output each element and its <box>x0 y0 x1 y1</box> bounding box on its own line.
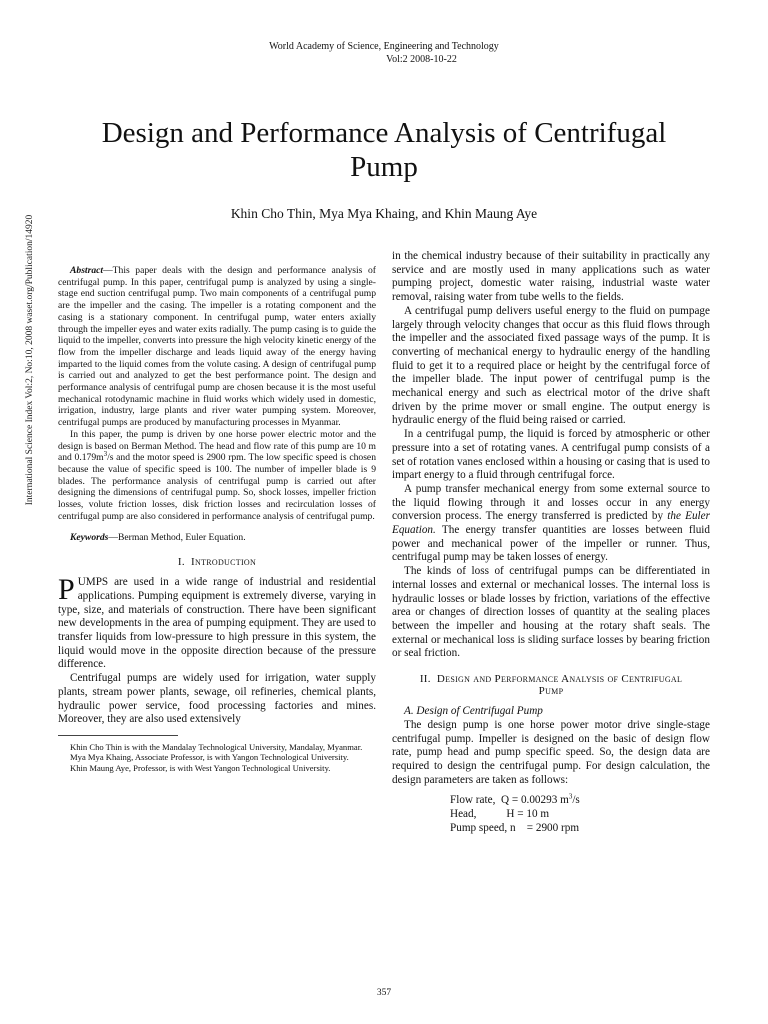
abstract-text-2a: In this paper, the pump is driven by one horse power electric motor and the design is based on Berman Method. The head and flow rate of this pump are 10 m and 0.179m <box>58 428 376 464</box>
right-column <box>392 250 710 835</box>
section-heading-design <box>392 673 710 697</box>
left-column <box>58 265 376 773</box>
footnote-2: Mya Mya Khaing, Associate Professor, is with Yangon Technological University. <box>70 752 349 763</box>
keywords-text: —Berman Method, Euler Equation. <box>108 532 246 544</box>
subsection-heading-a: A. Design of Centrifugal Pump <box>404 705 543 718</box>
drop-cap: P <box>58 573 75 607</box>
journal-volume: Vol:2 2008-10-22 <box>386 54 457 65</box>
intro-paragraph-5 <box>392 483 710 565</box>
param-label: Pump speed, n <box>450 822 516 835</box>
journal-name: World Academy of Science, Engineering and Technology <box>269 41 499 52</box>
abstract <box>58 265 376 522</box>
footnotes <box>58 742 376 773</box>
abstract-label: Abstract <box>70 265 104 276</box>
intro-paragraph-6: The kinds of loss of centrifugal pumps can be differentiated in internal losses and external or mechanical losses. The internal loss is hydraulic losses or blade losses by friction, variations of the effective area or changes of direction losses of quantity at the sealing places between the impeller and housing at the rotary shaft seals. The external or mechanical loss is sliding surface losses by bearing friction or seal friction. <box>392 565 710 660</box>
design-parameters <box>450 793 710 835</box>
param-unit: /s <box>572 794 580 807</box>
cubic-superscript: 3 <box>103 450 108 459</box>
section-heading-introduction <box>58 556 376 568</box>
footnote-3: Khin Maung Aye, Professor, is with West Yangon Technological University. <box>70 762 331 773</box>
abstract-text-1: —This paper deals with the design and performance analysis of centrifugal pump. In this paper, centrifugal pump is analyzed by using a single-stage end suction centrifugal pump. Two main components of a centrifugal pump are the impeller and the casing. The impeller is a rotating component and the casing is a stationary component. In centrifugal pump, water enters axially through the impeller eyes and water exits radially. The pump casing is to guide the liquid to the impeller, converts into pressure the high velocity kinetic energy of the flow from the impeller discharge and leads liquid away of the energy having imparted to the liquid comes from the volute casing. A design of centrifugal pump is carried out and analyzed to get the best performance point. The design and performance analysis of centrifugal pump are chosen because it is the most useful mechanical rotodynamic machine in fluid works which widely used in domestic, irrigation, industry, large plants and river water pumping system. Moreover, centrifugal pumps are produced by manufacturing processes in Myanmar. <box>58 265 376 429</box>
intro-paragraph-4: In a centrifugal pump, the liquid is forced by atmospheric or other pressure into a set of rotating vanes. A centrifugal pump consists of a set of rotation vanes enclosed within a housing or casing that is used to impart energy to a fluid through centrifugal force. <box>392 428 710 482</box>
param-value: Q = 0.00293 m <box>500 794 569 807</box>
page-number: 357 <box>376 988 392 998</box>
section-title-line2: Pump <box>538 685 564 698</box>
param-label: Head, <box>450 808 477 821</box>
param-pump-speed <box>450 821 710 835</box>
section-title: Introduction <box>191 556 257 569</box>
abstract-paragraph-2 <box>58 429 376 523</box>
section-number: I. <box>177 556 185 569</box>
sidebar-citation: International Science Index Vol:2, No:10, 2008 waset.org/Publication/14920 <box>25 214 35 506</box>
introduction-body <box>58 573 376 727</box>
param-value: H = 10 m <box>506 808 550 821</box>
param-flow-rate <box>450 793 710 807</box>
cubic-superscript: 3 <box>568 792 573 801</box>
param-value: = 2900 rpm <box>526 822 580 835</box>
abstract-text-2b: /s and the motor speed is 2900 rpm. The low specific speed is chosen because the value of specific speed is 100. The number of impeller blade is 9 blades. The performance analysis of centrifugal pump is carried out after designing the dimensions of centrifugal pump. So, shock losses, impeller friction losses, volute friction losses, disk friction losses and recirculation losses of centrifugal pump are also considered in performance analysis of centrifugal pump. <box>58 452 376 522</box>
journal-header <box>0 40 768 66</box>
intro-text-5b: The energy transfer quantities are losses between fluid power and mechanical power of the impeller or runner. Thus, centrifugal pump may be taken losses of energy. <box>392 524 710 564</box>
intro-paragraph-2-cont: in the chemical industry because of their suitability in practically any service and are mostly used in many applications such as water pumping project, domestic water raising, industrial waste water removal, raising water from tube wells to the fields. <box>392 250 710 304</box>
footnote-1: Khin Cho Thin is with the Mandalay Technological University, Mandalay, Myanmar. <box>70 741 363 752</box>
euler-equation-term: the Euler Equation. <box>392 510 710 537</box>
abstract-paragraph-1 <box>58 265 376 429</box>
keywords-label: Keywords <box>70 532 109 544</box>
intro-paragraph-3: A centrifugal pump delivers useful energy to the fluid on pumpage largely through velocity changes that occur as this fluid flows through the impeller and the associated fixed passage ways of the pump. It is converting of mechanical energy to hydraulic energy of the handling fluid to get it to a required place or height by the centrifugal force of the impeller blade. The input power of centrifugal pump is the mechanical energy and such as electrical motor of the drive shaft driven by the prime mover or small engine. The output energy is hydraulic energy of the fluid being raised or carried. <box>392 304 710 427</box>
keywords <box>58 532 376 544</box>
param-head <box>450 807 710 821</box>
param-label: Flow rate, <box>450 794 496 807</box>
intro-text-1: UMPS are used in a wide range of industrial and residential applications. Pumping equipment is extremely diverse, varying in type, size, and materials of construction. There have been significant new developments in the area of pumping equipment. They are used to transfer liquids from low-pressure to high pressure in this system, the liquid would move in the opposite direction because of the pressure difference. <box>58 576 376 671</box>
intro-paragraph-2: Centrifugal pumps are widely used for irrigation, water supply plants, stream power plants, sewage, oil refineries, chemical plants, hydraulic power service, food processing factories and mines. Moreover, they are also used extensively <box>58 672 376 726</box>
section-title-line1: Design and Performance Analysis of Centrifugal <box>436 673 683 686</box>
intro-paragraph-1 <box>58 573 376 672</box>
intro-text-5a: A pump transfer mechanical energy from some external source to the liquid flowing through it and losses occur in any energy conversion process. The energy transferred is predicted by <box>392 482 710 523</box>
section-number: II. <box>419 673 431 686</box>
author-list: Khin Cho Thin, Mya Mya Khaing, and Khin Maung Aye <box>230 206 538 221</box>
paper-title: Design and Performance Analysis of Centrifugal Pump <box>101 117 667 183</box>
footnote-divider <box>58 735 178 736</box>
design-paragraph: The design pump is one horse power motor drive single-stage centrifugal pump. Impeller is designed on the basic of design flow rate, pump head and pump specific speed. So, the design data are required to design the centrifugal pump. For design calculation, the design parameters are taken as follows: <box>392 718 710 786</box>
